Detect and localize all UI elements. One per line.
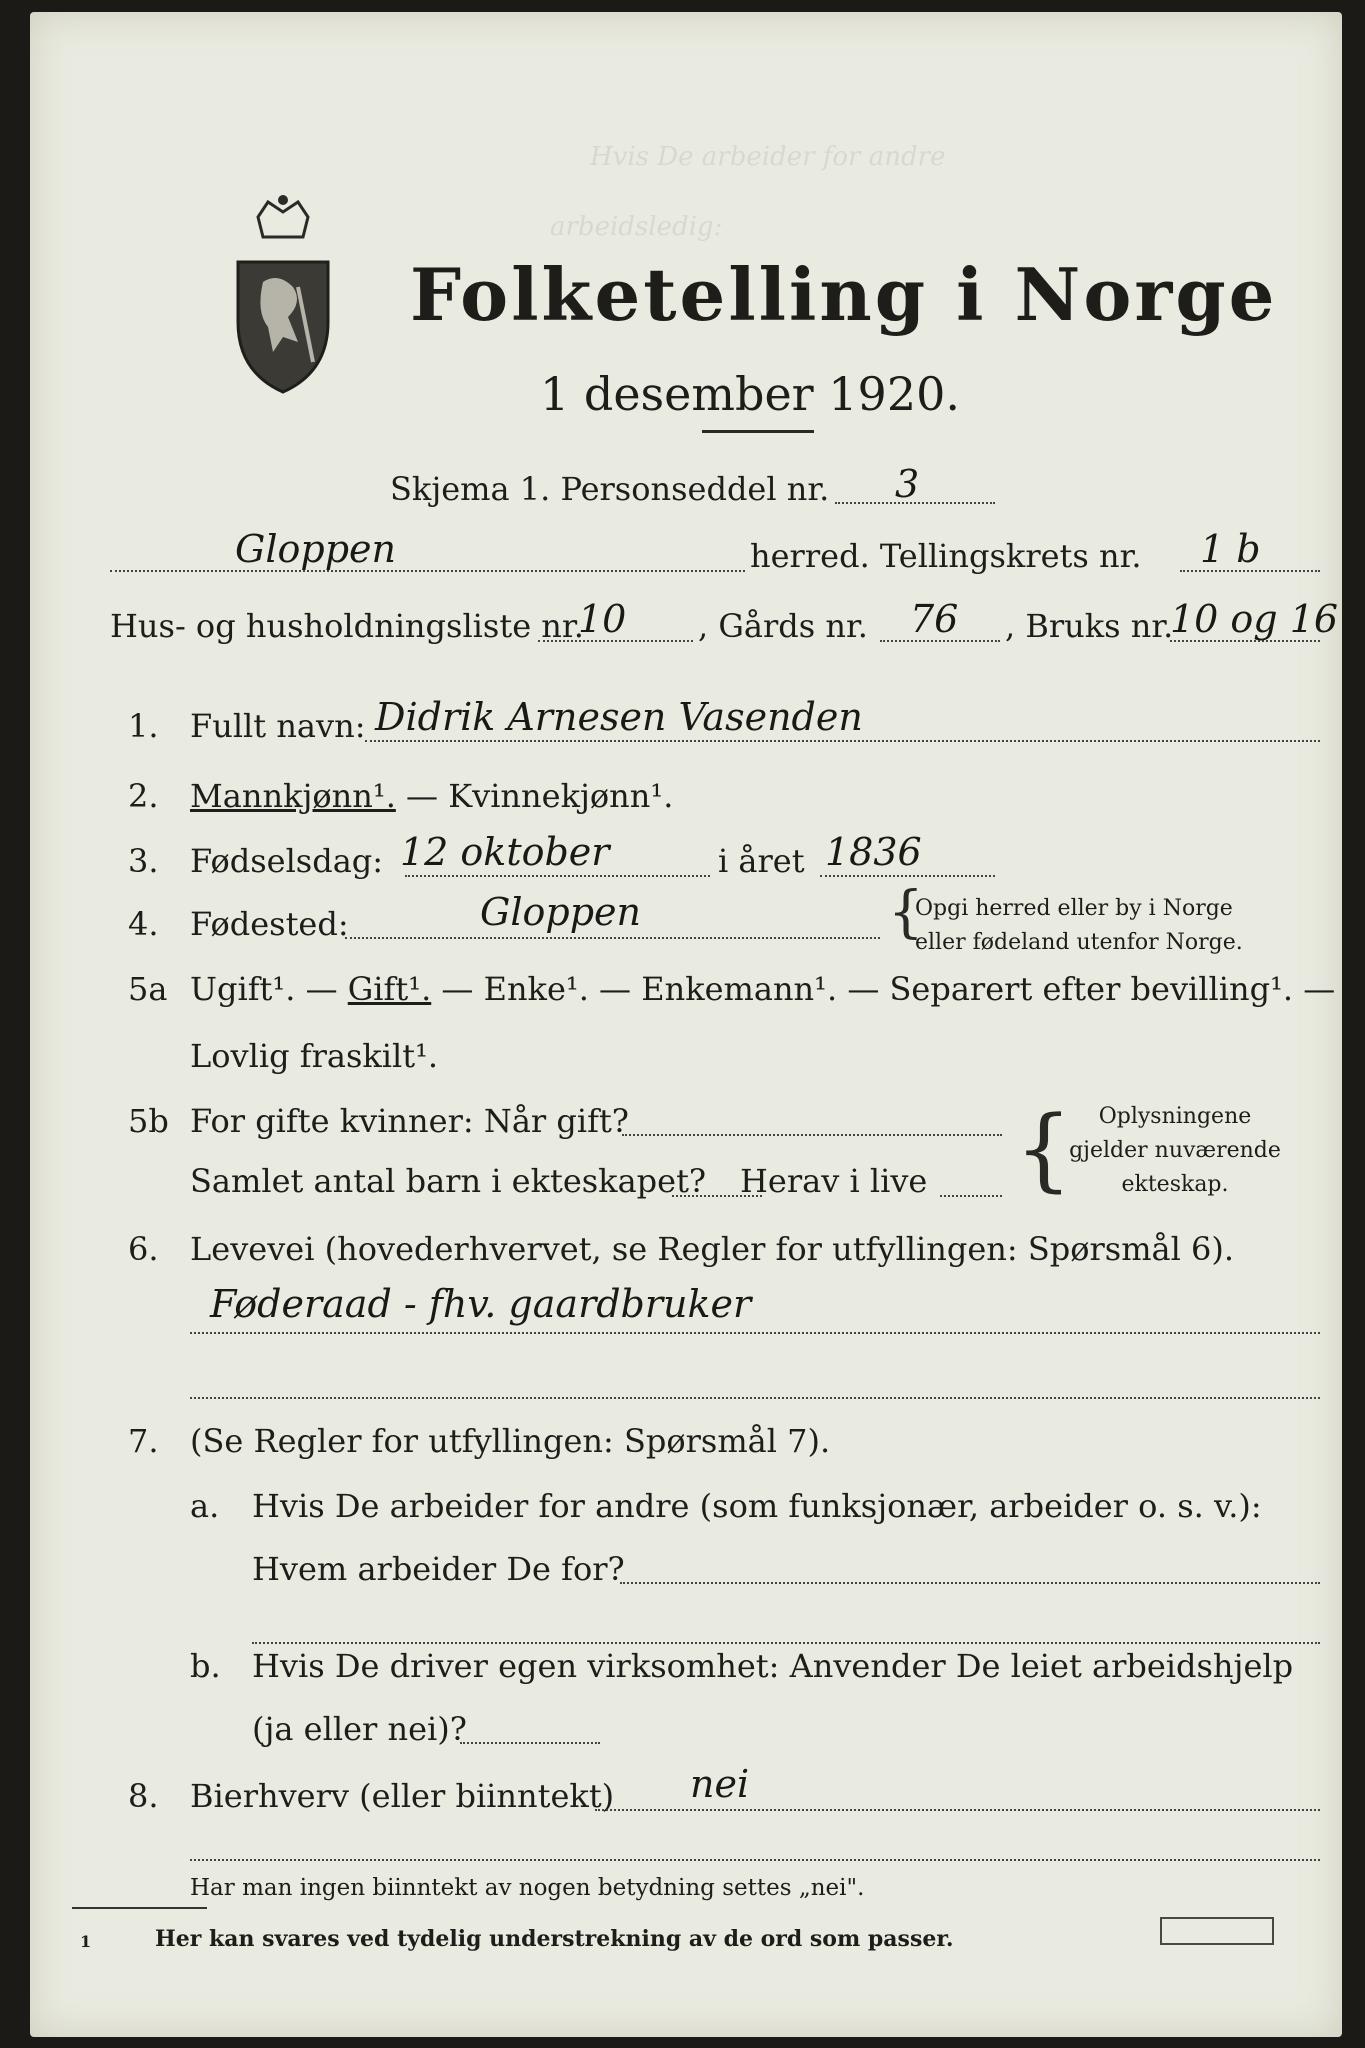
footnote-text: Her kan svares ved tydelig understrekning av de ord som passer.	[155, 1926, 954, 1952]
full-name-label: Fullt navn:	[190, 707, 366, 745]
item-number: 7.	[128, 1422, 159, 1460]
tellingskrets-value: 1 b	[1200, 527, 1261, 571]
bleed-through-text: Hvis De arbeider for andre	[590, 142, 946, 172]
form-title: Folketelling i Norge	[410, 252, 1278, 337]
secondary-income-field-2[interactable]	[190, 1859, 1320, 1861]
employer-field-2[interactable]	[252, 1642, 1320, 1644]
marriage-note-line: gjelder nuværende	[1069, 1138, 1281, 1163]
herred-field[interactable]	[110, 570, 745, 572]
item-number: 4.	[128, 905, 159, 943]
birthplace-note-line: Opgi herred eller by i Norge	[915, 896, 1233, 921]
bruks-value: 10 og 16	[1170, 597, 1339, 641]
employer-label: Hvem arbeider De for?	[252, 1550, 625, 1588]
q7b-letter: b.	[190, 1647, 221, 1685]
item-number: 8.	[128, 1777, 159, 1815]
secondary-income-label: Bierhverv (eller biinntekt)	[190, 1777, 615, 1815]
alive-field[interactable]	[940, 1195, 1002, 1197]
married-when-field[interactable]	[622, 1134, 1002, 1136]
q7b-question: Hvis De driver egen virksomhet: Anvender De leiet arbeidshjelp	[252, 1647, 1294, 1685]
no-income-note: Har man ingen biinntekt av nogen betydning settes „nei".	[190, 1875, 865, 1901]
birthdate-label: Fødselsdag:	[190, 842, 384, 880]
bleed-through-text: arbeidsledig:	[550, 212, 723, 242]
alive-label: Herav i live	[740, 1162, 928, 1200]
birthplace-note-line: eller fødeland utenfor Norge.	[915, 930, 1243, 955]
form-date: 1 desember 1920.	[540, 367, 960, 421]
occupation-label: Levevei (hovederhvervet, se Regler for utfyllingen: Spørsmål 6).	[190, 1230, 1235, 1268]
bruks-label: , Bruks nr.	[1005, 607, 1174, 645]
marriage-note	[1040, 1100, 1310, 1202]
full-name-value: Didrik Arnesen Vasenden	[375, 695, 863, 739]
birthplace-field[interactable]	[345, 937, 880, 939]
married-when-label: For gifte kvinner: Når gift?	[190, 1102, 629, 1140]
marital-status-options	[190, 970, 1335, 1008]
full-name-field[interactable]	[365, 740, 1320, 742]
brace: {	[888, 880, 924, 945]
husholdningsliste-label: Hus- og husholdningsliste nr.	[110, 607, 584, 645]
occupation-field-2[interactable]	[190, 1397, 1320, 1399]
option-other: — Enke¹. — Enkemann¹. — Separert efter bevilling¹. —	[431, 970, 1336, 1008]
birthyear-label: i året	[718, 842, 805, 880]
brace: {	[1015, 1097, 1073, 1202]
gender-separator: —	[395, 777, 449, 815]
birthyear-field[interactable]	[820, 875, 995, 877]
herred-value: Gloppen	[235, 527, 396, 571]
herred-label: herred. Tellingskrets nr.	[750, 537, 1142, 575]
gender-options	[190, 777, 673, 815]
item-number: 5b	[128, 1102, 169, 1140]
schema-label: Skjema 1. Personseddel nr.	[390, 470, 830, 508]
gards-label: , Gårds nr.	[698, 607, 868, 645]
q7a-letter: a.	[190, 1487, 220, 1525]
personseddel-value: 3	[895, 462, 920, 506]
husliste-value: 10	[578, 597, 627, 641]
secondary-income-value: nei	[690, 1762, 750, 1806]
option-ugift: Ugift¹. —	[190, 970, 348, 1008]
birthplace-note	[915, 892, 1243, 960]
option-gift-selected: Gift¹.	[347, 970, 432, 1008]
q7-label: (Se Regler for utfyllingen: Spørsmål 7).	[190, 1422, 831, 1460]
employer-field[interactable]	[620, 1582, 1320, 1584]
item-number: 6.	[128, 1230, 159, 1268]
printer-stamp	[1160, 1917, 1274, 1945]
gender-male-selected: Mannkjønn¹.	[190, 777, 396, 815]
secondary-income-field[interactable]	[595, 1809, 1320, 1811]
item-number: 3.	[128, 842, 159, 880]
q7b-answer-label: (ja eller nei)?	[252, 1710, 467, 1748]
marriage-note-line: ekteskap.	[1121, 1172, 1229, 1197]
marriage-note-line: Oplysningene	[1098, 1104, 1252, 1129]
birthdate-value: 12 oktober	[400, 830, 610, 874]
birthyear-value: 1836	[825, 830, 922, 874]
occupation-field[interactable]	[190, 1332, 1320, 1334]
q7b-field[interactable]	[460, 1742, 600, 1744]
q7a-question: Hvis De arbeider for andre (som funksjonær, arbeider o. s. v.):	[252, 1487, 1262, 1525]
item-number: 2.	[128, 777, 159, 815]
footnote-marker: 1	[80, 1932, 92, 1951]
gards-value: 76	[910, 597, 959, 641]
norwegian-coat-of-arms-icon	[228, 192, 338, 402]
footnote-rule	[72, 1907, 207, 1909]
item-number: 5a	[128, 970, 168, 1008]
children-label: Samlet antal barn i ekteskapet?	[190, 1162, 707, 1200]
item-number: 1.	[128, 707, 159, 745]
occupation-value: Føderaad - fhv. gaardbruker	[210, 1282, 752, 1326]
birthplace-value: Gloppen	[480, 890, 641, 934]
census-form-page	[30, 12, 1342, 2037]
gender-female: Kvinnekjønn¹.	[448, 777, 674, 815]
title-rule	[702, 430, 814, 433]
birthdate-field[interactable]	[405, 875, 710, 877]
option-lovlig-fraskilt: Lovlig fraskilt¹.	[190, 1037, 439, 1075]
birthplace-label: Fødested:	[190, 905, 349, 943]
